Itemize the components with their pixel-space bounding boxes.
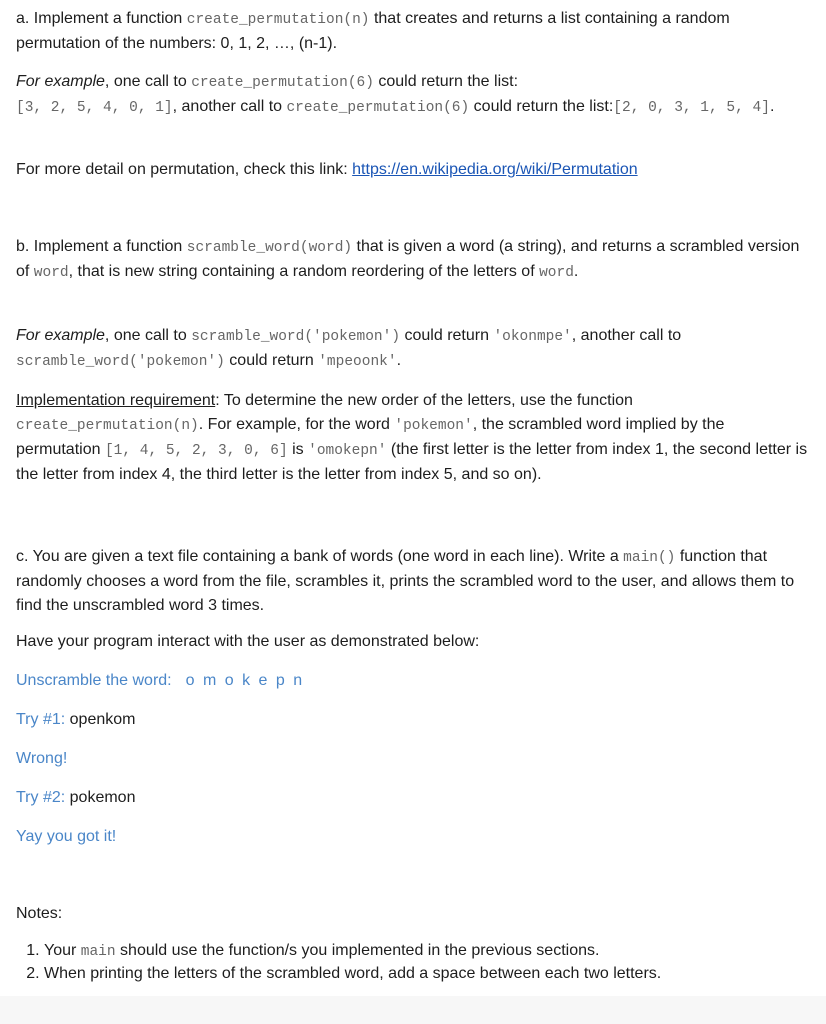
note-item: [44, 963, 816, 984]
code-snippet: scramble_word('pokemon'): [191, 329, 401, 345]
text: is: [287, 441, 309, 458]
demo-user-input: openkom: [69, 711, 136, 728]
text: could return the list:: [469, 98, 614, 115]
text: function that randomly chooses a word from the file, scrambles it, prints the scrambled word to the user, and allows them to find the unscrambled word 3 times.: [16, 548, 795, 614]
text: , another call to: [571, 327, 682, 344]
code-snippet: [3, 2, 5, 4, 0, 1]: [16, 100, 173, 116]
code-snippet: scramble_word('pokemon'): [16, 354, 225, 370]
demo-prompt: Unscramble the word:: [16, 672, 172, 689]
text: .: [396, 352, 402, 369]
code-snippet: main(): [623, 550, 676, 566]
text: , another call to: [172, 98, 287, 115]
code-snippet: create_permutation(6): [191, 75, 374, 91]
text: , one call to: [104, 73, 192, 90]
text: .: [573, 263, 579, 280]
text: .: [769, 98, 775, 115]
example-b-paragraph: [16, 324, 812, 374]
text: should use the function/s you implemented in the previous sections.: [115, 942, 600, 959]
part-a-paragraph: [16, 7, 812, 56]
code-snippet: create_permutation(n): [186, 12, 370, 28]
text: For more detail on permutation, check this link:: [16, 161, 353, 178]
demo-success: Yay you got it!: [16, 828, 117, 845]
example-lead: For example: [16, 73, 105, 90]
code-snippet: create_permutation(n): [16, 418, 199, 434]
code-snippet: scramble_word(word): [186, 240, 353, 256]
text: When printing the letters of the scrambled word, add a space between each two letters.: [44, 965, 662, 982]
code-snippet: 'omokepn': [308, 443, 387, 459]
part-b-paragraph: [16, 235, 812, 285]
demo-wrong: Wrong!: [16, 750, 68, 767]
text: could return the list:: [373, 73, 519, 90]
code-snippet: 'mpeoonk': [318, 354, 397, 370]
demo-user-input: pokemon: [69, 789, 136, 806]
interact-instruction: Have your program interact with the user as demonstrated below:: [16, 633, 480, 650]
demo-try2-line: [16, 786, 812, 810]
demo-prompt-line: [16, 669, 812, 693]
text: , the scrambled word implied by the permutation: [16, 416, 725, 458]
demo-try-label: Try #2:: [16, 789, 70, 806]
text: c. You are given a text file containing a bank of words (one word in each line). Write a: [16, 548, 624, 565]
demo-try-label: Try #1:: [16, 711, 70, 728]
code-snippet: [2, 0, 3, 1, 5, 4]: [613, 100, 770, 116]
text: could return: [400, 327, 494, 344]
permutation-link[interactable]: https://en.wikipedia.org/wiki/Permutation: [352, 161, 638, 178]
demo-scrambled-word: o m o k e p n: [185, 672, 305, 689]
part-c-paragraph: [16, 545, 812, 618]
code-snippet: 'pokemon': [394, 418, 473, 434]
page-bottom-band: [0, 996, 826, 1024]
code-snippet: 'okonmpe': [493, 329, 572, 345]
text: , that is new string containing a random reordering of the letters of: [68, 263, 540, 280]
text: a. Implement a function: [16, 10, 187, 27]
notes-list: [16, 940, 816, 984]
code-snippet: [1, 4, 5, 2, 3, 0, 6]: [104, 443, 288, 459]
text: Your: [44, 942, 81, 959]
code-snippet: create_permutation(6): [286, 100, 470, 116]
text: , one call to: [104, 327, 192, 344]
text: b. Implement a function: [16, 238, 187, 255]
text: could return: [224, 352, 319, 369]
code-snippet: word: [33, 265, 69, 281]
example-lead: For example: [16, 327, 105, 344]
requirement-paragraph: [16, 389, 812, 487]
code-snippet: main: [80, 944, 116, 960]
example-a-paragraph: [16, 70, 812, 120]
requirement-title: Implementation requirement: [16, 392, 216, 409]
notes-title: Notes:: [16, 905, 63, 922]
text: (the first letter is the letter from index 1, the second letter is the letter from index 4, the third letter is the letter from index 5, and so on).: [16, 441, 808, 483]
text: . For example, for the word: [198, 416, 395, 433]
demo-try1-line: [16, 708, 812, 732]
code-snippet: word: [539, 265, 574, 281]
more-detail-paragraph: [16, 158, 812, 182]
text: that creates and returns a list containing a random permutation of the numbers: 0, 1, 2, …, (n-1).: [16, 10, 730, 52]
text: : To determine the new order of the letters, use the function: [215, 392, 633, 409]
text: that is given a word (a string), and returns a scrambled version of: [16, 238, 800, 280]
note-item: [44, 940, 816, 963]
